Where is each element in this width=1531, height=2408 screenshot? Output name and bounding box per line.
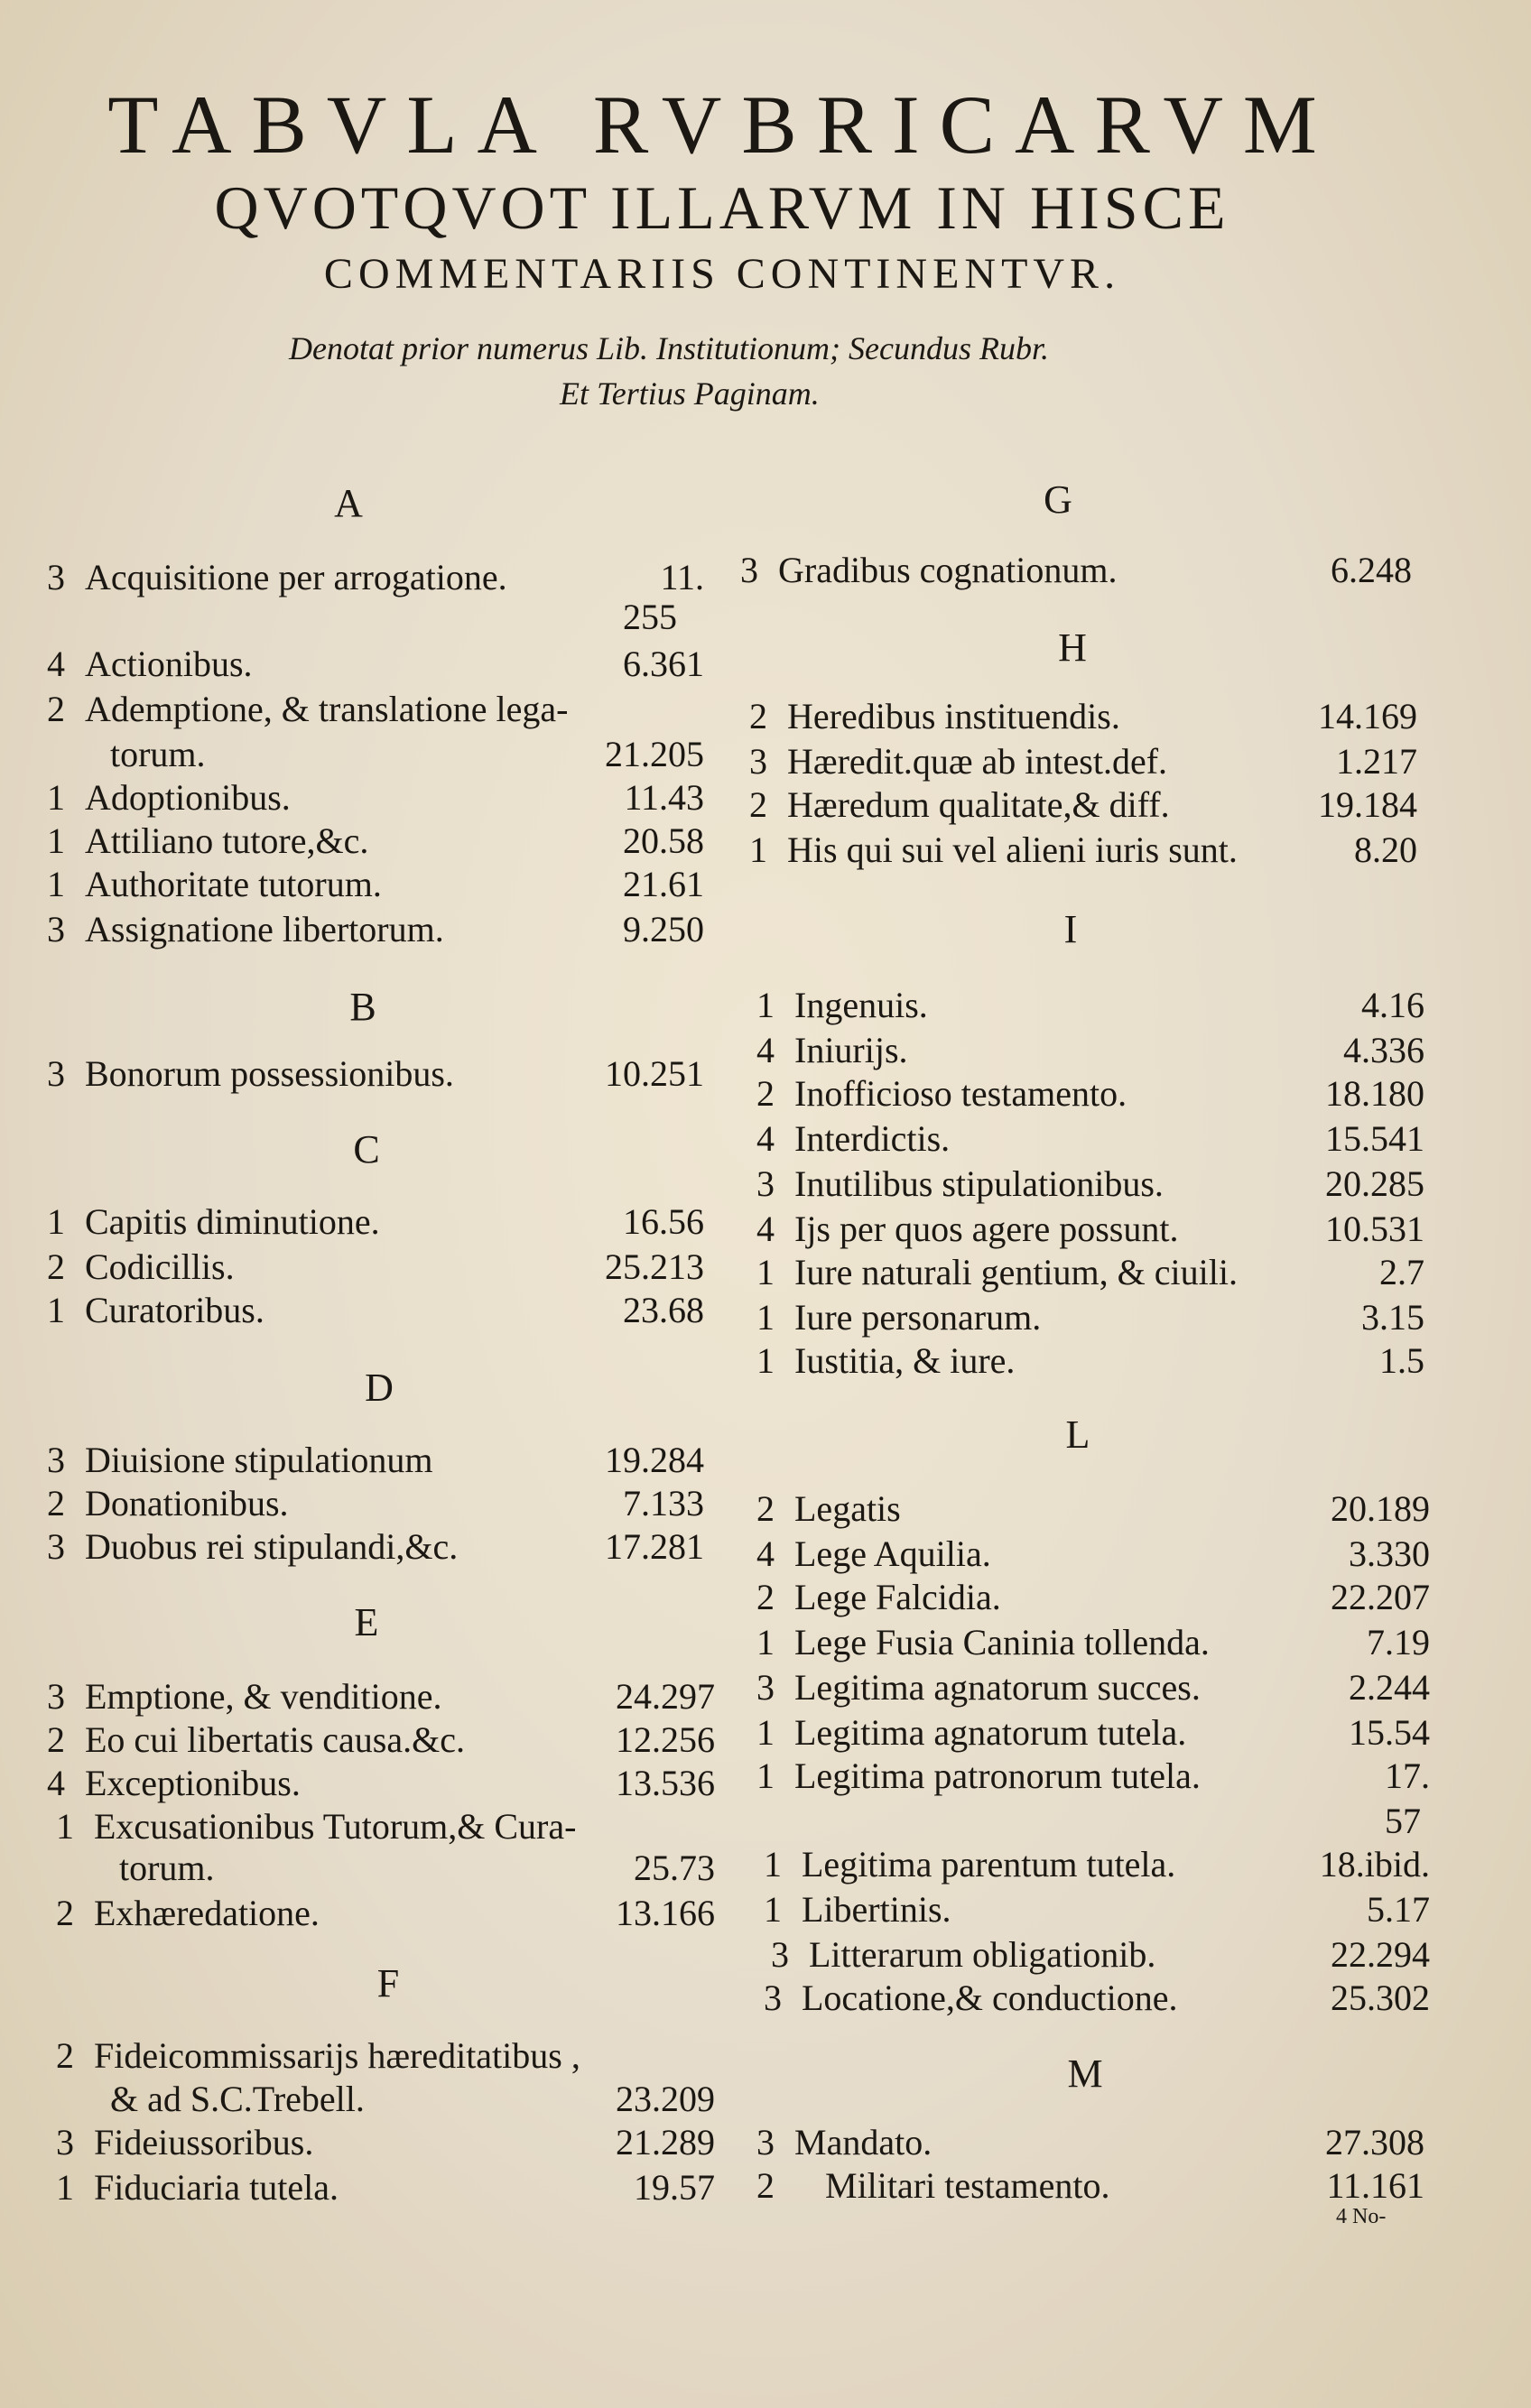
entry-book-number: 3 (749, 741, 767, 782)
entry-book-number: 1 (756, 1252, 775, 1292)
entry-book-number: 1 (47, 777, 65, 818)
entry-book-number: 1 (756, 1340, 775, 1381)
index-entry (764, 1843, 1430, 1886)
entry-book-number: 3 (47, 1440, 65, 1480)
index-entry (764, 1977, 1430, 2020)
entry-title: Hæredum qualitate,& diff. (787, 784, 1170, 825)
entry-title: Locatione,& conductione. (802, 1977, 1178, 2018)
entry-page: 22.207 (1331, 1577, 1430, 1617)
entry-title: Fideiussoribus. (94, 2122, 314, 2163)
index-entry (756, 1487, 1430, 1531)
entry-title: Iure naturali gentium, & ciuili. (794, 1252, 1238, 1292)
entry-title: Legitima agnatorum tutela. (794, 1712, 1187, 1753)
index-entry (47, 863, 704, 906)
entry-book-number: 4 (756, 1118, 775, 1159)
entry-title-continued: torum. (119, 1848, 215, 1888)
section-letter: B (349, 985, 376, 1029)
entry-title: Iure personarum. (794, 1297, 1042, 1338)
entry-page: 6.248 (1331, 550, 1412, 590)
entry-book-number: 1 (764, 1889, 782, 1930)
entry-book-number: 4 (756, 1030, 775, 1070)
entry-book-number: 2 (47, 1719, 65, 1760)
entry-title: Legitima parentum tutela. (802, 1844, 1176, 1885)
section-letter: H (1058, 625, 1087, 670)
entry-book-number: 1 (56, 1806, 74, 1847)
entry-book-number: 2 (756, 1073, 775, 1114)
index-entry (756, 1621, 1430, 1664)
explanatory-note-2: Et Tertius Paginam. (560, 375, 820, 412)
entry-title-continued: & ad S.C.Trebell. (110, 2079, 365, 2119)
entry-page: 18.180 (1325, 1073, 1424, 1114)
catchword: 4 No- (1336, 2205, 1387, 2228)
index-entry (749, 695, 1417, 738)
entry-book-number: 2 (749, 696, 767, 736)
entry-book-number: 1 (756, 1755, 775, 1796)
entry-book-number: 1 (756, 985, 775, 1025)
entry-page-continued: 57 (1385, 1801, 1421, 1841)
index-entry (47, 908, 704, 951)
entry-page: 25.73 (634, 1848, 715, 1888)
entry-title: Emptione, & venditione. (85, 1676, 442, 1717)
index-entry (47, 820, 704, 863)
entry-book-number: 3 (756, 2122, 775, 2163)
entry-page: 20.189 (1331, 1488, 1430, 1529)
index-entry (756, 984, 1424, 1027)
entry-page: 5.17 (1367, 1889, 1430, 1930)
section-letter: D (365, 1366, 394, 1410)
entry-title: Legitima agnatorum succes. (794, 1667, 1201, 1708)
index-entry (56, 2166, 715, 2209)
entry-page: 11. (660, 557, 704, 597)
entry-book-number: 3 (756, 1667, 775, 1708)
entry-page: 23.68 (623, 1290, 704, 1330)
entry-title: Legitima patronorum tutela. (794, 1755, 1201, 1796)
entry-title: Lege Aquilia. (794, 1533, 991, 1574)
entry-title: Inofficioso testamento. (794, 1073, 1127, 1114)
index-entry (749, 783, 1417, 827)
entry-book-number: 3 (47, 1526, 65, 1567)
entry-page: 15.541 (1325, 1118, 1424, 1159)
entry-title: Fiduciaria tutela. (94, 2167, 339, 2208)
entry-page: 25.213 (605, 1246, 704, 1287)
index-entry (756, 1072, 1424, 1116)
index-entry (56, 1805, 724, 1848)
entry-page: 10.531 (1325, 1209, 1424, 1249)
entry-title: Mandato. (794, 2122, 933, 2163)
index-entry (756, 1296, 1424, 1339)
index-entry (56, 1892, 715, 1935)
entry-title: Excusationibus Tutorum,& Cura- (94, 1806, 577, 1847)
index-entry (771, 1933, 1430, 1977)
entry-page: 20.58 (623, 820, 704, 861)
entry-book-number: 4 (47, 1763, 65, 1803)
entry-book-number: 1 (764, 1844, 782, 1885)
entry-page: 13.536 (616, 1763, 715, 1803)
entry-page: 18.ibid. (1319, 1844, 1430, 1885)
index-entry (749, 740, 1417, 783)
entry-book-number: 2 (756, 1577, 775, 1617)
index-entry (47, 1762, 715, 1805)
index-entry (47, 1289, 704, 1332)
entry-title: Libertinis. (802, 1889, 951, 1930)
entry-page: 1.5 (1379, 1340, 1424, 1381)
index-entry (756, 1576, 1430, 1619)
index-entry (47, 688, 704, 731)
index-entry-continued (47, 1847, 715, 1890)
index-entry (47, 1246, 704, 1289)
entry-page: 4.16 (1361, 985, 1424, 1025)
entry-page: 27.308 (1325, 2122, 1424, 2163)
entry-book-number: 3 (56, 2122, 74, 2163)
index-entry (47, 1675, 715, 1718)
entry-title: Iniurijs. (794, 1030, 908, 1070)
index-entry (47, 1482, 704, 1525)
entry-page: 23.209 (616, 2079, 715, 2119)
explanatory-note: Denotat prior numerus Lib. Institutionum; Secundus Rubr. (289, 330, 1049, 366)
index-entry (47, 1439, 704, 1482)
entry-title: Interdictis. (794, 1118, 951, 1159)
entry-page: 25.302 (1331, 1977, 1430, 2018)
index-entry (756, 1208, 1424, 1251)
entry-title: Heredibus instituendis. (787, 696, 1120, 736)
entry-title: Hæredit.quæ ab intest.def. (787, 741, 1168, 782)
index-entry (47, 776, 704, 820)
index-entry (47, 556, 704, 599)
entry-title: Litterarum obligationib. (809, 1934, 1156, 1975)
index-entry (47, 643, 704, 686)
entry-title: Exceptionibus. (85, 1763, 301, 1803)
entry-page: 9.250 (623, 909, 704, 949)
entry-page: 10.251 (605, 1053, 704, 1094)
entry-title: Acquisitione per arrogatione. (85, 557, 507, 597)
entry-title: Lege Fusia Caninia tollenda. (794, 1622, 1210, 1662)
entry-page: 17.281 (605, 1526, 704, 1567)
entry-book-number: 4 (756, 1533, 775, 1574)
entry-page: 11.43 (624, 777, 704, 818)
index-entry-continued (56, 2078, 715, 2121)
entry-book-number: 3 (47, 1676, 65, 1717)
entry-book-number: 2 (749, 784, 767, 825)
entry-page: 2.244 (1349, 1667, 1430, 1708)
section-letter: C (353, 1127, 380, 1172)
entry-book-number: 3 (740, 550, 758, 590)
entry-title: Militari testamento. (825, 2165, 1110, 2206)
entry-title: Eo cui libertatis causa.&c. (85, 1719, 465, 1760)
entry-book-number: 1 (47, 820, 65, 861)
entry-title: Attiliano tutore,&c. (85, 820, 369, 861)
entry-title: Legatis (794, 1488, 901, 1529)
entry-page: 19.284 (605, 1440, 704, 1480)
entry-page: 19.57 (634, 2167, 715, 2208)
entry-page: 21.61 (623, 864, 704, 904)
entry-title: Assignatione libertorum. (85, 909, 444, 949)
entry-title: Iustitia, & iure. (794, 1340, 1016, 1381)
index-entry (756, 1711, 1430, 1755)
index-entry (756, 1533, 1430, 1576)
index-entry (764, 1888, 1430, 1931)
page-subtitle-2: COMMENTARIIS CONTINENTVR. (323, 250, 1121, 298)
section-letter: L (1065, 1412, 1090, 1457)
section-letter: F (376, 1961, 400, 2005)
entry-title: Exhæredatione. (94, 1893, 320, 1933)
entry-page: 7.19 (1367, 1622, 1430, 1662)
entry-title: Ijs per quos agere possunt. (794, 1209, 1179, 1249)
entry-title: Fideicommissarijs hæreditatibus , (94, 2035, 580, 2076)
entry-title: Bonorum possessionibus. (85, 1053, 454, 1094)
index-entry (756, 1339, 1424, 1383)
index-entry (756, 2121, 1424, 2164)
entry-title: Donationibus. (85, 1483, 289, 1524)
entry-book-number: 3 (47, 557, 65, 597)
entry-book-number: 2 (56, 1893, 74, 1933)
entry-title: Actionibus. (85, 644, 253, 684)
entry-book-number: 3 (47, 1053, 65, 1094)
section-letter: E (354, 1600, 379, 1644)
entry-book-number: 2 (47, 1246, 65, 1287)
entry-book-number: 3 (47, 909, 65, 949)
index-entry (756, 1162, 1424, 1206)
entry-page: 17. (1385, 1755, 1430, 1796)
index-entry (47, 1718, 715, 1762)
index-entry (56, 2034, 724, 2078)
entry-title: Authoritate tutorum. (85, 864, 382, 904)
entry-book-number: 1 (47, 1290, 65, 1330)
entry-book-number: 1 (749, 829, 767, 870)
entry-book-number: 1 (47, 1201, 65, 1242)
entry-page: 13.166 (616, 1893, 715, 1933)
entry-page: 12.256 (616, 1719, 715, 1760)
page-subtitle: QVOTQVOT ILLARVM IN HISCE (214, 173, 1230, 242)
entry-book-number: 1 (47, 864, 65, 904)
section-letter: A (334, 481, 363, 525)
entry-book-number: 1 (756, 1622, 775, 1662)
entry-page: 8.20 (1354, 829, 1417, 870)
section-letter: M (1067, 2051, 1103, 2096)
entry-book-number: 2 (56, 2035, 74, 2076)
entry-title: Gradibus cognationum. (778, 550, 1118, 590)
entry-page: 15.54 (1349, 1712, 1430, 1753)
index-entry (47, 1200, 704, 1244)
entry-title: His qui sui vel alieni iuris sunt. (787, 829, 1238, 870)
index-entry (756, 1029, 1424, 1072)
entry-book-number: 1 (56, 2167, 74, 2208)
entry-title: Diuisione stipulationum (85, 1440, 433, 1480)
index-entry (756, 1251, 1424, 1294)
entry-book-number: 2 (47, 1483, 65, 1524)
index-entry (47, 1052, 704, 1096)
index-entry (749, 829, 1417, 872)
entry-title: Duobus rei stipulandi,&c. (85, 1526, 459, 1567)
page-title: TABVLA RVBRICARVM (107, 79, 1337, 171)
entry-page: 2.7 (1379, 1252, 1424, 1292)
entry-page: 16.56 (623, 1201, 704, 1242)
entry-book-number: 1 (756, 1297, 775, 1338)
entry-page: 4.336 (1343, 1030, 1424, 1070)
entry-book-number: 2 (47, 689, 65, 729)
entry-title: Lege Falcidia. (794, 1577, 1001, 1617)
entry-title: Ademptione, & translatione lega- (85, 689, 569, 729)
entry-page: 19.184 (1318, 784, 1417, 825)
entry-book-number: 2 (756, 1488, 775, 1529)
entry-book-number: 3 (764, 1977, 782, 2018)
entry-page: 3.330 (1349, 1533, 1430, 1574)
entry-title: Codicillis. (85, 1246, 235, 1287)
index-entry (47, 1525, 704, 1569)
index-entry (56, 2121, 715, 2164)
entry-page: 24.297 (616, 1676, 715, 1717)
index-entry (756, 1755, 1430, 1798)
entry-title: Ingenuis. (794, 985, 928, 1025)
entry-page: 22.294 (1331, 1934, 1430, 1975)
index-entry-continued (47, 733, 704, 776)
entry-page: 14.169 (1318, 696, 1417, 736)
entry-book-number: 4 (756, 1209, 775, 1249)
entry-book-number: 2 (756, 2165, 775, 2206)
entry-page: 1.217 (1336, 741, 1417, 782)
entry-book-number: 3 (771, 1934, 789, 1975)
entry-title: Capitis diminutione. (85, 1201, 380, 1242)
index-entry (756, 1666, 1430, 1709)
section-letter: G (1044, 477, 1072, 522)
entry-title: Adoptionibus. (85, 777, 291, 818)
index-entry (756, 2164, 1424, 2208)
entry-book-number: 3 (756, 1163, 775, 1204)
entry-title: Curatoribus. (85, 1290, 264, 1330)
entry-book-number: 4 (47, 644, 65, 684)
entry-page-continued: 255 (623, 597, 677, 637)
index-entry (756, 1117, 1424, 1161)
entry-page: 20.285 (1325, 1163, 1424, 1204)
index-entry (740, 549, 1412, 592)
entry-title-continued: torum. (110, 734, 206, 774)
entry-page: 6.361 (623, 644, 704, 684)
entry-book-number: 1 (756, 1712, 775, 1753)
section-letter: I (1063, 907, 1078, 951)
entry-title: Inutilibus stipulationibus. (794, 1163, 1164, 1204)
entry-page: 11.161 (1326, 2165, 1424, 2206)
entry-page: 21.289 (616, 2122, 715, 2163)
entry-page: 3.15 (1361, 1297, 1424, 1338)
entry-page: 21.205 (605, 734, 704, 774)
entry-page: 7.133 (623, 1483, 704, 1524)
